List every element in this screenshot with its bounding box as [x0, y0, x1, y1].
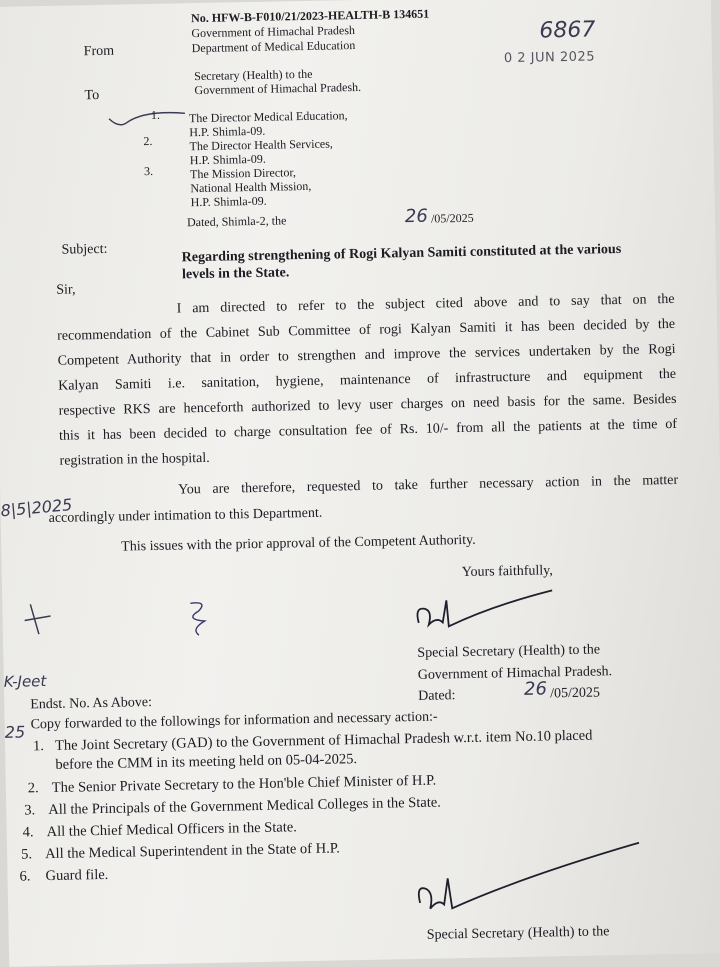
body-line: registration in the hospital. — [59, 450, 210, 469]
body-line: respective RKS are henceforth authorized to levy user charges on need basis for the same. Besides — [58, 391, 677, 419]
copy-item-number: 2. — [27, 780, 39, 797]
footer-signature-icon — [411, 834, 653, 929]
recipient-number: 3. — [143, 163, 154, 179]
copy-item-number: 4. — [22, 824, 34, 841]
recipient-line: The Mission Director, — [189, 165, 297, 182]
copy-item-text: All the Principals of the Government Medical Colleges in the State. — [48, 794, 441, 819]
copy-item-text: All the Medical Superintendent in the State of H.P. — [44, 840, 341, 863]
subject-line1: Regarding strengthening of Rogi Kalyan Samiti constituted at the various — [181, 241, 622, 266]
copy-item-number: 5. — [20, 846, 33, 863]
recipient-line: H.P. Shimla-09. — [189, 123, 266, 140]
initials-scribble-icon — [178, 597, 219, 642]
copy-item-text: All the Chief Medical Officers in the State. — [46, 819, 298, 841]
from-department-line2: Department of Medical Education — [191, 38, 356, 56]
diary-number: 6867 — [539, 17, 596, 44]
recipient-number: 2. — [143, 133, 153, 149]
copy-item-number: 3. — [24, 802, 36, 819]
recipient-line: H.P. Shimla-09. — [190, 193, 267, 210]
body-line: I am directed to refer to the subject cited above and to say that on the — [176, 291, 675, 317]
recipient-line: The Director Medical Education, — [188, 108, 348, 126]
salutation: Sir, — [56, 282, 76, 298]
letter-number: No. HFW-B-F010/21/2023-HEALTH-B 134651 — [190, 6, 430, 26]
signatory-line2: Government of Himachal Pradesh. — [417, 664, 613, 683]
name-note-handwritten: K-Jeet — [3, 672, 47, 691]
recipient-line: National Health Mission, — [190, 178, 312, 196]
copy-item-text-continued: before the CMM in its meeting held on 05-04-2025. — [55, 751, 358, 773]
recipient-line: The Director Health Services, — [189, 136, 333, 154]
body-line: Kalyan Samiti i.e. sanitation, hygiene, maintenance of infrastructure and equipment the — [58, 366, 677, 394]
pen-mark-icon — [20, 600, 61, 641]
body-paragraph-2-line1: You are therefore, requested to take further necessary action in the matter — [178, 472, 679, 498]
copy-forward-line: Copy forwarded to the followings for information and necessary action:- — [30, 709, 438, 733]
margin-number-handwritten: 25 — [4, 722, 26, 742]
signatory-dated-day: 26 — [523, 678, 548, 700]
dated-line: Dated, Shimla-2, the — [186, 213, 287, 230]
signatory-dated-label: Dated: — [418, 688, 456, 704]
margin-date-handwritten: 8|5|2025 — [0, 495, 74, 521]
copy-item-text: Guard file. — [45, 866, 109, 885]
copy-item-number: 1. — [32, 738, 45, 755]
from-department-line1: Government of Himachal Pradesh — [191, 23, 356, 41]
dated-day-handwritten: 26 — [404, 205, 429, 228]
to-label: To — [84, 87, 100, 104]
dated-month-year: /05/2025 — [430, 210, 474, 226]
signatory-dated-month-year: /05/2025 — [549, 685, 601, 702]
sender-line1: Secretary (Health) to the — [194, 66, 313, 84]
body-line: this it has been decided to charge consultation fee of Rs. 10/- from all the patients at the time of — [58, 416, 678, 444]
signature-icon — [412, 584, 563, 637]
footer-signatory-line1: Special Secretary (Health) to the — [426, 924, 610, 943]
from-label: From — [83, 43, 115, 60]
body-paragraph-3: This issues with the prior approval of the Competent Authority. — [121, 532, 476, 555]
copy-item-number: 6. — [19, 868, 31, 885]
recipient-line: H.P. Shimla-09. — [189, 151, 266, 168]
body-line: Competent Authority that in order to strengthen and improve the services undertaken by the Rogi — [57, 341, 676, 369]
sender-line2: Government of Himachal Pradesh. — [194, 79, 362, 98]
body-paragraph-2-line2: accordingly under intimation to this Department. — [48, 505, 323, 526]
subject-line2: levels in the State. — [181, 265, 290, 283]
body-line: recommendation of the Cabinet Sub Committee of rogi Kalyan Samiti it has been decided by the — [57, 316, 676, 344]
recipient-number: 1. — [150, 107, 161, 122]
signatory-line1: Special Secretary (Health) to the — [417, 642, 601, 661]
received-date-stamp: 0 2 JUN 2025 — [503, 49, 596, 67]
copy-item-text: The Senior Private Secretary to the Hon'ble Chief Minister of H.P. — [51, 772, 437, 796]
endorsement-number: Endst. No. As Above: — [30, 695, 153, 713]
copy-item-text: The Joint Secretary (GAD) to the Government of Himachal Pradesh w.r.t. item No.10 placed — [54, 727, 593, 754]
subject-label: Subject: — [61, 241, 108, 258]
closing: Yours faithfully, — [461, 563, 553, 581]
